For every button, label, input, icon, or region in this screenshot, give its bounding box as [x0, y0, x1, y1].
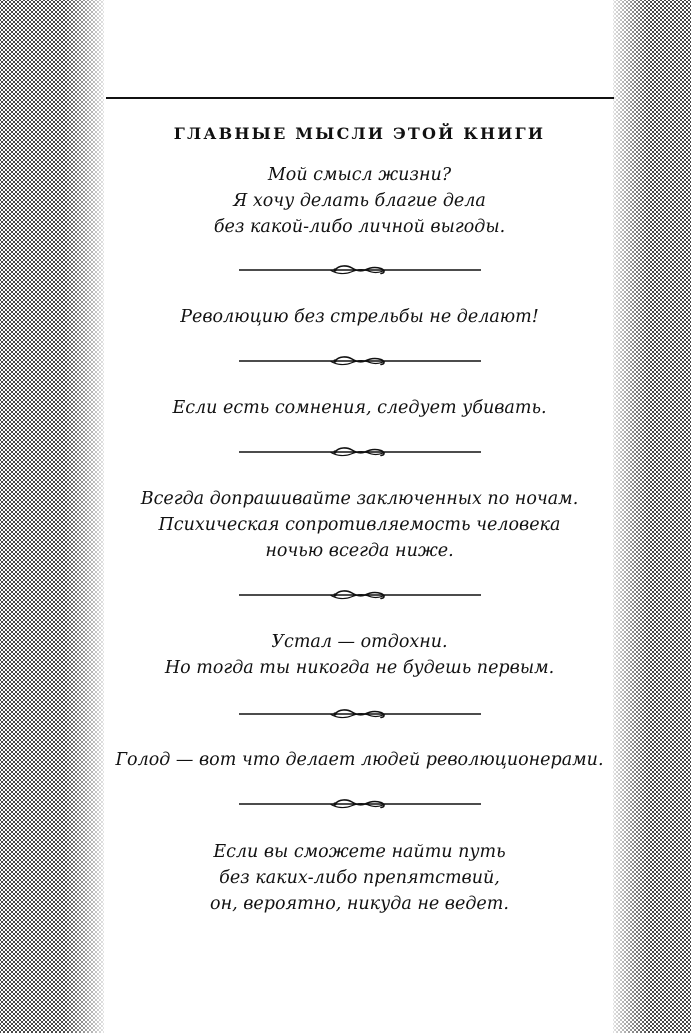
quote-line: Революцию без стрельбы не делают! [180, 307, 539, 327]
quote-line: ночью всегда ниже. [265, 541, 454, 561]
quote-2 [104, 304, 615, 330]
flourish-divider-icon [239, 587, 481, 603]
quote-line: Голод — вот что делает людей революционерами. [115, 750, 604, 770]
quote-line: без каких-либо препятствий, [219, 868, 500, 888]
flourish-divider-icon [239, 706, 481, 722]
flourish-divider-icon [239, 444, 481, 460]
quote-7 [104, 839, 615, 917]
quote-line: Всегда допрашивайте заключенных по ночам. [140, 489, 579, 509]
quote-line: Я хочу делать благие дела [233, 191, 486, 211]
quote-line: он, вероятно, никуда не ведет. [210, 894, 509, 914]
top-rule [106, 97, 614, 99]
quote-6 [104, 747, 615, 773]
flourish-divider-icon [239, 796, 481, 812]
quote-5 [104, 629, 615, 681]
quote-3 [104, 395, 615, 421]
quote-line: Психическая сопротивляемость человека [158, 515, 561, 535]
quote-line: Но тогда ты никогда не будешь первым. [164, 658, 555, 678]
flourish-divider-icon [239, 353, 481, 369]
quote-line: Если есть сомнения, следует убивать. [172, 398, 547, 418]
page-heading: ГЛАВНЫЕ МЫСЛИ ЭТОЙ КНИГИ [173, 124, 546, 143]
left-halftone-margin [0, 0, 104, 1033]
quote-line: Устал — отдохни. [271, 632, 448, 652]
quote-line: без какой-либо личной выгоды. [213, 217, 506, 237]
quote-line: Если вы сможете найти путь [213, 842, 506, 862]
quote-line: Мой смысл жизни? [267, 165, 452, 185]
flourish-divider-icon [239, 262, 481, 278]
right-halftone-margin [613, 0, 691, 1033]
quote-1 [104, 162, 615, 240]
book-page [104, 0, 613, 1033]
quote-4 [104, 486, 615, 564]
